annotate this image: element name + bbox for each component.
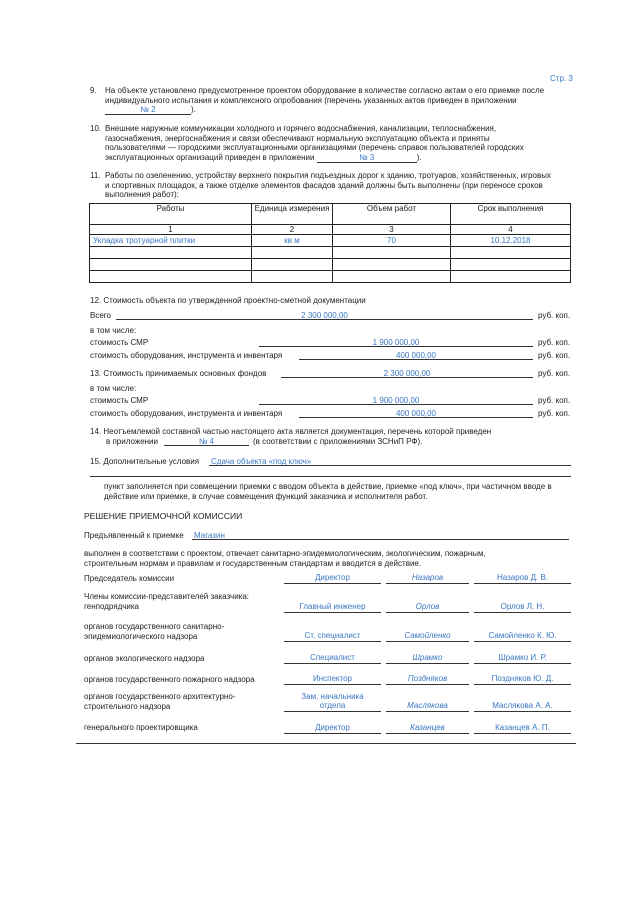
- bottom-divider: [76, 743, 576, 744]
- item-13-smr-value: 1 900 000,00: [372, 396, 420, 405]
- item-9-appendix: № 2: [140, 105, 156, 114]
- sign-position: Директор: [284, 573, 381, 584]
- sign-signature: Казанцев: [386, 723, 469, 734]
- works-table: [89, 203, 571, 283]
- item-12-smr-label: стоимость СМР: [90, 338, 149, 347]
- work-name: Укладка тротуарной плитки: [90, 235, 252, 247]
- item-12-total-value: 2 300 000,00: [301, 311, 348, 320]
- sign-name: Орлов Л. Н.: [474, 602, 571, 613]
- sign-signature: Поздняков: [386, 674, 469, 685]
- sign-position: Инспектор: [284, 674, 381, 685]
- sign-role: строительного надзора: [84, 702, 171, 711]
- sign-position: Ст. специалист: [284, 631, 381, 642]
- col-number: 4: [451, 225, 571, 235]
- item-15-label: 15. Дополнительные условия: [90, 457, 200, 466]
- page-number: Стр. 3: [550, 74, 573, 83]
- item-12-equip-value: 400 000,00: [395, 351, 437, 360]
- item-14-appendix: № 4: [198, 437, 215, 446]
- item-11-number: 11.: [90, 171, 101, 180]
- item-13-equip-label: стоимость оборудования, инструмента и инвентаря: [90, 409, 283, 418]
- sign-position: отдела: [284, 701, 381, 712]
- item-13-equip-value: 400 000,00: [395, 409, 437, 418]
- sign-role: эпидемиологического надзора: [84, 632, 198, 641]
- sign-name: Казанцев А. П.: [474, 723, 571, 734]
- sign-signature: Самойленко: [386, 631, 469, 642]
- sign-name: Шрамко И. Р.: [474, 653, 571, 664]
- table-row: [90, 247, 571, 259]
- sign-position: Зам. начальника: [301, 692, 364, 701]
- sign-name: Маслякова А. А.: [474, 701, 571, 712]
- unit-label: руб. коп.: [538, 338, 571, 347]
- item-13-value: 2 300 000,00: [383, 369, 431, 378]
- item-10-appendix: № 3: [359, 152, 375, 162]
- sign-name: Назаров Д. В.: [474, 573, 571, 584]
- sign-name: Поздняков Ю. Д.: [474, 674, 571, 685]
- item-12-smr-value: 1 900 000,00: [372, 338, 420, 347]
- item-12-total-label: Всего: [90, 311, 111, 320]
- item-14-note: (в соответствии с приложениями ЗСНиП РФ).: [253, 437, 423, 446]
- item-10-number: 10.: [90, 124, 102, 133]
- work-deadline: 10.12.2018: [451, 235, 571, 247]
- presented-value: Магазин: [194, 531, 225, 540]
- item-13-title: 13. Стоимость принимаемых основных фондов: [90, 369, 267, 378]
- item-15-value: Сдача объекта «под ключ»: [211, 457, 312, 466]
- sign-role: генерального проектировщика: [84, 723, 198, 732]
- decision-title: РЕШЕНИЕ ПРИЕМОЧНОЙ КОМИССИИ: [84, 511, 243, 521]
- unit-label: руб. коп.: [538, 311, 571, 320]
- item-13-smr-label: стоимость СМР: [90, 396, 149, 405]
- sign-position: Главный инженер: [284, 602, 381, 613]
- unit-label: руб. коп.: [538, 369, 571, 378]
- sign-position: Специалист: [284, 653, 381, 664]
- works-header-volume: Объем работ: [333, 204, 451, 225]
- item-12-equip-label: стоимость оборудования, инструмента и инвентаря: [90, 351, 283, 360]
- col-number: 3: [333, 225, 451, 235]
- item-13-incl: в том числе:: [90, 384, 137, 393]
- item-10-text: Внешние наружные коммуникации холодного и горячего водоснабжения, канализации, теплоснабжения, газоснабжения, энергоснабжения и связи обеспечивают нормальную эксплуатацию объекта и приняты пользователями — городскими эксплуатационными организациями (перечень справок пользователей городских эксплуатационных организаций приведен в приложении № 3 ).: [105, 124, 524, 162]
- item-12-title: 12. Стоимость объекта по утвержденной проектно-сметной документации: [90, 296, 366, 305]
- unit-label: руб. коп.: [538, 396, 571, 405]
- sign-position: Директор: [284, 723, 381, 734]
- decision-statement: выполнен в соответствии с проектом, отвечает санитарно-эпидемиологическим, экологическим, пожарным, строительным нормам и правилам и государственным стандартам и вводится в действие.: [84, 549, 486, 568]
- item-15-note: пункт заполняется при совмещении приемки с вводом объекта в действие, приемке «под ключ», при частичном вводе в действие или приемке, в случае совмещения функций заказчика и исполнителя работ.: [104, 482, 552, 501]
- item-9-text: На объекте установлено предусмотренное проектом оборудование в количестве согласно актам о его приемке после индивидуального испытания и комплексного опробования (перечень указанных актов приведен в приложении № 2 ).: [105, 86, 545, 114]
- sign-name: Самойленко К. Ю.: [474, 631, 571, 642]
- sign-role: органов экологического надзора: [84, 654, 205, 663]
- works-header-unit: Единица измерения: [252, 204, 333, 225]
- sign-signature: Назаров: [386, 573, 469, 584]
- item-14-appendix-label: в приложении: [106, 437, 158, 446]
- sign-role: органов государственного архитектурно-: [84, 692, 236, 701]
- sign-signature: Маслякова: [386, 701, 469, 712]
- sign-role: органов государственного пожарного надзора: [84, 675, 255, 684]
- presented-label: Предъявленный к приемке: [84, 531, 184, 540]
- col-number: 2: [252, 225, 333, 235]
- table-row: [90, 259, 571, 271]
- table-row: [90, 271, 571, 283]
- work-volume: 70: [333, 235, 451, 247]
- sign-role: Члены комиссии-представителей заказчика:: [84, 592, 250, 601]
- unit-label: руб. коп.: [538, 409, 571, 418]
- sign-signature: Орлов: [386, 602, 469, 613]
- col-number: 1: [90, 225, 252, 235]
- table-row: [90, 235, 571, 247]
- item-12-incl: в том числе:: [90, 326, 137, 335]
- works-header-work: Работы: [90, 204, 252, 225]
- unit-label: руб. коп.: [538, 351, 571, 360]
- item-9-number: 9.: [90, 86, 97, 95]
- works-header-deadline: Срок выполнения: [451, 204, 571, 225]
- sign-role: Председатель комиссии: [84, 574, 175, 583]
- sign-role: генподрядчика: [84, 602, 140, 611]
- sign-signature: Шрамко: [386, 653, 469, 664]
- item-11-text: Работы по озеленению, устройству верхнего покрытия подъездных дорог к зданию, тротуаров, хозяйственных, игровых и спортивных площадок, а также отделке элементов фасадов зданий должны быть выполнены (при переносе сроков выполнения работ):: [105, 171, 551, 199]
- work-unit: кв м: [252, 235, 333, 247]
- item-14-text: 14. Неотъемлемой составной частью настоящего акта является документация, перечень которой приведен: [90, 427, 492, 436]
- sign-role: органов государственного санитарно-: [84, 622, 225, 631]
